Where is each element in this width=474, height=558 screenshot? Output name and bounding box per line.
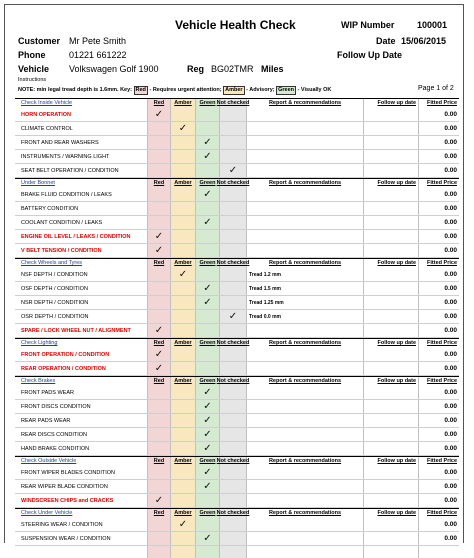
- section-divider: [15, 338, 459, 339]
- item-name: SUSPENSION WEAR / CONDITION: [21, 535, 111, 542]
- column-header-amber: Amber: [174, 340, 192, 346]
- table-row: [15, 428, 459, 442]
- fitted-price: 0.00: [444, 483, 457, 490]
- reg-label: Reg: [187, 64, 205, 74]
- fitted-price: 0.00: [444, 469, 457, 476]
- status-check-icon: ✓: [203, 401, 212, 412]
- section-divider: [15, 98, 459, 99]
- fitted-price: 0.00: [444, 327, 457, 334]
- item-name: HAND BRAKE CONDITION: [21, 445, 90, 452]
- item-name: COOLANT CONDITION / LEAKS: [21, 219, 103, 226]
- wip-value: 100001: [417, 20, 448, 30]
- legend-note: [18, 86, 331, 95]
- item-name: NSF DEPTH / CONDITION: [21, 271, 88, 278]
- item-name: V BELT TENSION / CONDITION: [21, 247, 102, 254]
- column-header-amber: Amber: [174, 510, 192, 516]
- status-check-icon: ✓: [203, 387, 212, 398]
- table-row: [15, 136, 459, 150]
- table-row: [15, 400, 459, 414]
- section-title: Check Inside Vehicle: [21, 100, 73, 106]
- status-check-icon: ✓: [178, 519, 188, 530]
- column-header-report: Report & recommendations: [268, 260, 342, 266]
- vehicle-label: Vehicle: [18, 64, 50, 74]
- item-name: FRONT DISCS CONDITION: [21, 403, 91, 410]
- status-check-icon: ✓: [203, 151, 212, 162]
- date-value: 15/06/2015: [401, 36, 447, 46]
- table-row: [15, 282, 459, 296]
- status-check-icon: ✓: [203, 189, 212, 200]
- table-row: [15, 216, 459, 230]
- section-header-row: [15, 338, 459, 348]
- status-check-icon: ✓: [154, 325, 164, 336]
- table-row: [15, 414, 459, 428]
- table-row: [15, 202, 459, 216]
- column-header-amber: Amber: [174, 378, 192, 384]
- fitted-price: 0.00: [444, 521, 457, 528]
- item-name: CLIMATE CONTROL: [21, 125, 73, 132]
- section-title: Check Brakes: [21, 378, 56, 384]
- table-row: [15, 310, 459, 324]
- item-name: OSR DEPTH / CONDITION: [21, 313, 89, 320]
- phone-value: 01221 661222: [69, 50, 127, 60]
- table-row: [15, 532, 459, 546]
- item-name: REAR DISCS CONDITION: [21, 431, 88, 438]
- legend-key-green-desc: - Visually OK: [297, 87, 332, 93]
- fitted-price: 0.00: [444, 233, 457, 240]
- table-row: [15, 268, 459, 282]
- report-text: Tread 1.2 mm: [249, 271, 281, 278]
- fitted-price: 0.00: [444, 497, 457, 504]
- table-row: [15, 296, 459, 310]
- column-header-follow: Follow up date: [377, 458, 416, 464]
- status-check-icon: ✓: [154, 363, 164, 374]
- fitted-price: 0.00: [444, 205, 457, 212]
- status-check-icon: ✓: [203, 467, 212, 478]
- status-check-icon: ✓: [203, 443, 212, 454]
- table-row: [15, 348, 459, 362]
- section-title: Check Outside Vehicle: [21, 458, 77, 464]
- column-header-notchecked: Not checked: [216, 100, 250, 106]
- column-header-amber: Amber: [174, 260, 192, 266]
- date-label: Date: [376, 36, 396, 46]
- status-check-icon: ✓: [154, 495, 164, 506]
- column-header-notchecked: Not checked: [216, 340, 250, 346]
- status-check-icon: ✓: [203, 283, 212, 294]
- item-name: OSF DEPTH / CONDITION: [21, 285, 88, 292]
- table-row: [15, 480, 459, 494]
- status-check-icon: ✓: [228, 165, 238, 176]
- column-header-notchecked: Not checked: [216, 510, 250, 516]
- section-title: Check Under Vehicle: [21, 510, 73, 516]
- column-header-price: Fitted Price: [427, 378, 457, 384]
- fitted-price: 0.00: [444, 535, 457, 542]
- column-header-green: Green: [199, 378, 216, 384]
- table-row: [15, 188, 459, 202]
- fitted-price: 0.00: [444, 445, 457, 452]
- section-divider: [15, 456, 459, 457]
- item-name: SEAT BELT OPERATION / CONDITION: [21, 167, 119, 174]
- status-check-icon: ✓: [154, 349, 164, 360]
- column-header-amber: Amber: [174, 100, 192, 106]
- status-check-icon: ✓: [203, 297, 212, 308]
- vehicle-health-check-sheet: [4, 4, 464, 543]
- item-name: FRONT AND REAR WASHERS: [21, 139, 99, 146]
- reg-value: BG02TMR: [211, 64, 254, 74]
- column-header-amber: Amber: [174, 180, 192, 186]
- column-header-follow: Follow up date: [377, 340, 416, 346]
- item-name: REAR WIPER BLADE CONDITION: [21, 483, 108, 490]
- column-header-notchecked: Not checked: [216, 458, 250, 464]
- column-header-follow: Follow up date: [377, 510, 416, 516]
- column-header-red: Red: [153, 100, 165, 106]
- column-header-price: Fitted Price: [427, 180, 457, 186]
- column-header-report: Report & recommendations: [268, 340, 342, 346]
- section-header-row: [15, 456, 459, 466]
- instructions-label: Instructions: [18, 77, 47, 83]
- report-text: Tread 1.5 mm: [249, 285, 281, 292]
- status-check-icon: ✓: [178, 269, 188, 280]
- fitted-price: 0.00: [444, 299, 457, 306]
- legend-key-amber-desc: - Advisory;: [246, 87, 275, 93]
- column-header-red: Red: [153, 458, 165, 464]
- item-name: BRAKE FLUID CONDITION / LEAKS: [21, 191, 112, 198]
- section-divider: [15, 508, 459, 509]
- column-header-green: Green: [199, 458, 216, 464]
- column-header-notchecked: Not checked: [216, 180, 250, 186]
- table-row: [15, 442, 459, 456]
- item-name: INSTRUMENTS / WARNING LIGHT: [21, 153, 110, 160]
- column-header-green: Green: [199, 100, 216, 106]
- table-row: [15, 164, 459, 178]
- table-row: [15, 362, 459, 376]
- legend-key-green: Green: [278, 87, 295, 93]
- item-name: STEERING WEAR / CONDITION: [21, 521, 103, 528]
- follow-up-date-label: Follow Up Date: [337, 50, 402, 60]
- fitted-price: 0.00: [444, 351, 457, 358]
- fitted-price: 0.00: [444, 191, 457, 198]
- column-header-green: Green: [199, 260, 216, 266]
- status-check-icon: ✓: [154, 245, 164, 256]
- fitted-price: 0.00: [444, 153, 457, 160]
- fitted-price: 0.00: [444, 285, 457, 292]
- legend-key-red: Red: [135, 87, 146, 93]
- fitted-price: 0.00: [444, 271, 457, 278]
- column-header-price: Fitted Price: [427, 510, 457, 516]
- fitted-price: 0.00: [444, 167, 457, 174]
- fitted-price: 0.00: [444, 247, 457, 254]
- item-name: FRONT PADS WEAR: [21, 389, 74, 396]
- column-header-amber: Amber: [174, 458, 192, 464]
- fitted-price: 0.00: [444, 403, 457, 410]
- table-row: [15, 466, 459, 480]
- column-header-notchecked: Not checked: [216, 260, 250, 266]
- table-row: [15, 244, 459, 258]
- legend-note-text: NOTE: min legal tread depth is 1.6mm. Key:: [18, 87, 132, 93]
- customer-label: Customer: [18, 36, 61, 46]
- column-header-red: Red: [153, 260, 165, 266]
- fitted-price: 0.00: [444, 389, 457, 396]
- status-check-icon: ✓: [203, 217, 212, 228]
- column-header-price: Fitted Price: [427, 458, 457, 464]
- column-header-report: Report & recommendations: [268, 510, 342, 516]
- column-header-price: Fitted Price: [427, 260, 457, 266]
- item-name: ENGINE OIL LEVEL / LEAKS / CONDITION: [21, 233, 131, 240]
- status-check-icon: ✓: [203, 533, 212, 544]
- page-number: Page 1 of 2: [418, 85, 454, 92]
- section-divider: [15, 376, 459, 377]
- column-header-green: Green: [199, 510, 216, 516]
- wip-label: WIP Number: [341, 20, 395, 30]
- status-check-icon: ✓: [154, 109, 164, 120]
- column-header-follow: Follow up date: [377, 100, 416, 106]
- status-check-icon: ✓: [154, 231, 164, 242]
- item-name: WINDSCREEN CHIPS and CRACKS: [21, 497, 114, 504]
- report-text: Tread 0.0 mm: [249, 313, 281, 320]
- fitted-price: 0.00: [444, 313, 457, 320]
- fitted-price: 0.00: [444, 417, 457, 424]
- fitted-price: 0.00: [444, 125, 457, 132]
- item-name: NSR DEPTH / CONDITION: [21, 299, 89, 306]
- column-header-follow: Follow up date: [377, 378, 416, 384]
- miles-label: Miles: [261, 64, 284, 74]
- vehicle-value: Volkswagen Golf 1900: [69, 64, 159, 74]
- table-row: [15, 494, 459, 508]
- item-name: SPARE / LOCK WHEEL NUT / ALIGNMENT: [21, 327, 131, 334]
- legend-key-red-desc: - Requires urgent attention;: [149, 87, 222, 93]
- status-check-icon: ✓: [203, 429, 212, 440]
- legend-key-amber: Amber: [225, 87, 243, 93]
- section-header-row: [15, 508, 459, 518]
- column-header-report: Report & recommendations: [268, 458, 342, 464]
- column-header-report: Report & recommendations: [268, 378, 342, 384]
- column-header-follow: Follow up date: [377, 260, 416, 266]
- table-row: [15, 518, 459, 532]
- table-row: [15, 122, 459, 136]
- fitted-price: 0.00: [444, 111, 457, 118]
- fitted-price: 0.00: [444, 365, 457, 372]
- section-divider: [15, 178, 459, 179]
- item-name: FRONT OPERATION / CONDITION: [21, 351, 110, 358]
- column-header-report: Report & recommendations: [268, 180, 342, 186]
- column-header-red: Red: [153, 340, 165, 346]
- item-name: BATTERY CONDITION: [21, 205, 79, 212]
- section-header-row: [15, 258, 459, 268]
- fitted-price: 0.00: [444, 219, 457, 226]
- customer-value: Mr Pete Smith: [69, 36, 127, 46]
- column-header-price: Fitted Price: [427, 100, 457, 106]
- section-title: Under Bonnet: [21, 180, 55, 186]
- report-text: Tread 1.25 mm: [249, 299, 284, 306]
- item-name: REAR PADS WEAR: [21, 417, 71, 424]
- table-row: [15, 108, 459, 122]
- column-header-report: Report & recommendations: [268, 100, 342, 106]
- section-header-row: [15, 376, 459, 386]
- section-divider: [15, 258, 459, 259]
- table-row: [15, 230, 459, 244]
- column-header-red: Red: [153, 378, 165, 384]
- table-row: [15, 150, 459, 164]
- column-header-red: Red: [153, 180, 165, 186]
- column-header-green: Green: [199, 340, 216, 346]
- status-check-icon: ✓: [203, 415, 212, 426]
- column-header-red: Red: [153, 510, 165, 516]
- item-name: REAR OPERATION / CONDITION: [21, 365, 106, 372]
- status-check-icon: ✓: [203, 137, 212, 148]
- section-header-row: [15, 178, 459, 188]
- status-check-icon: ✓: [178, 123, 188, 134]
- page-title: Vehicle Health Check: [175, 18, 296, 32]
- section-header-row: [15, 98, 459, 108]
- item-name: HORN OPERATION: [21, 111, 72, 118]
- item-name: FRONT WIPER BLADES CONDITION: [21, 469, 116, 476]
- status-check-icon: ✓: [203, 481, 212, 492]
- table-row: [15, 386, 459, 400]
- column-header-follow: Follow up date: [377, 180, 416, 186]
- phone-label: Phone: [18, 50, 46, 60]
- fitted-price: 0.00: [444, 139, 457, 146]
- fitted-price: 0.00: [444, 431, 457, 438]
- status-check-icon: ✓: [228, 311, 238, 322]
- column-header-notchecked: Not checked: [216, 378, 250, 384]
- section-title: Check Wheels and Tyres: [21, 260, 83, 266]
- table-row: [15, 324, 459, 338]
- section-title: Check Lighting: [21, 340, 58, 346]
- column-header-green: Green: [199, 180, 216, 186]
- column-header-price: Fitted Price: [427, 340, 457, 346]
